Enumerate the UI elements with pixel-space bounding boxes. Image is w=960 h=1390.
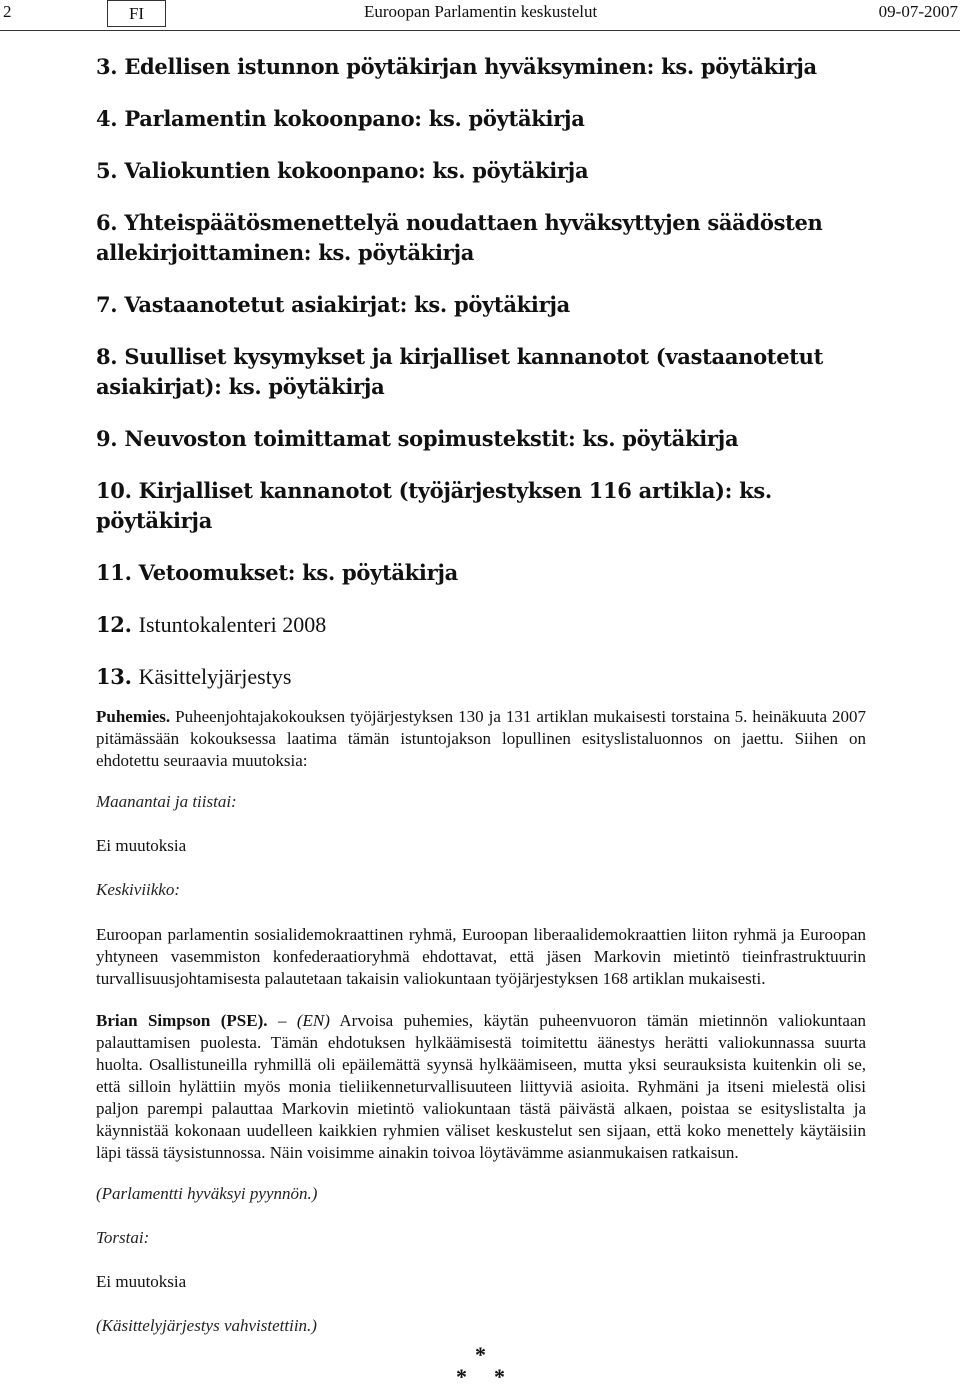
- agenda-item-12: 12. Istuntokalenteri 2008: [96, 612, 327, 637]
- parliament-approved: (Parlamentti hyväksyi pyynnön.): [96, 1184, 318, 1203]
- agenda-item-9: 9. Neuvoston toimittamat sopimustekstit: ks. pöytäkirja: [96, 426, 739, 451]
- president-text: Puheenjohtajakokouksen työjärjestyksen 130 ja 131 artiklan mukaisesti torstaina 5. heinäkuuta 2007 pitämässään kokouksessa laatima tämän istuntojakson lopullinen esityslistaluonnos on jaettu. Siihen on ehdotettu seuraavia muutoksia:: [96, 707, 867, 770]
- speaker-name: Brian Simpson (PSE).: [96, 1011, 268, 1030]
- president-statement: [96, 706, 866, 772]
- agenda-item-13: 13. Käsittelyjärjestys: [96, 664, 292, 689]
- agenda-item-4: 4. Parlamentin kokoonpano: ks. pöytäkirja: [96, 106, 585, 131]
- speaker-statement: Brian Simpson (PSE). – (EN) Arvoisa puhemies, käytän puheenvuoron tämän mietinnön valiokuntaan palauttamisen puolesta. Tämän ehdotuksen hylkäämisestä toimitettu äänestys herätti valiokunnassa suurta huolta. Osallistuneilla ryhmillä oli epäilemättä syynsä hylkäämiseen, mutta yksi seurauksista kuitenkin oli se, että silloin hylättiin myös monia tieliikenneturvallisuuteen liittyviä asioita. Ryhmäni ja itseni mielestä olisi paljon parempi palauttaa Markovin mietintö valiokuntaan tästä päivästä alkaen, poistaa se esityslistalta ja käynnistää kokonaan uudelleen kaikkien ryhmien väliset keskustelut sen sijaan, että koko menettely käytäisiin läpi tässä täysistunnossa. Näin voisimme ainakin toivoa löytävämme asianmukaisen ratkaisun.: [96, 1011, 866, 1162]
- wednesday-label: Keskiviikko:: [96, 880, 181, 899]
- document-date: 09-07-2007: [878, 2, 958, 21]
- agenda-item-5: 5. Valiokuntien kokoonpano: ks. pöytäkirja: [96, 158, 589, 183]
- agenda-item-6: 6. Yhteispäätösmenettelyä noudattaen hyväksyttyjen säädösten allekirjoittaminen: ks. pöytäkirja: [96, 210, 823, 265]
- page-header: [0, 0, 960, 31]
- agenda-item-3: 3. Edellisen istunnon pöytäkirjan hyväksyminen: ks. pöytäkirja: [96, 54, 817, 79]
- star-bottom-right: *: [494, 1364, 505, 1389]
- groups-proposal: Euroopan parlamentin sosialidemokraattinen ryhmä, Euroopan liberaalidemokraattien liiton ryhmä ja Euroopan yhtyneen vasemmiston konfederaatioryhmä ehdottavat, että jäsen Markovin mietintö tieinfrastruktuurin turvallisuusjohtamisesta palautetaan takaisin valiokuntaan työjärjestyksen 168 artiklan mukaisesti.: [96, 925, 866, 988]
- language-box: FI: [107, 0, 166, 27]
- thursday-label: Torstai:: [96, 1228, 150, 1247]
- speaker-text: Arvoisa puhemies, käytän puheenvuoron tämän mietinnön valiokuntaan palauttamisen puolesta. Tämän ehdotuksen hylkäämisestä toimitettu äänestys herätti valiokunnassa suurta huolta. Osallistuneilla ryhmillä oli epäilemättä syynsä hylkäämiseen, mutta yksi seurauksista kuitenkin oli se, että silloin hylättiin myös monia tieliikenneturvallisuuteen liittyviä asioita. Ryhmäni ja itseni mielestä olisi paljon parempi palauttaa Markovin mietintö valiokuntaan tästä päivästä alkaen, poistaa se esityslistalta ja käynnistää kokonaan uudelleen kaikkien ryhmien väliset keskustelut sen sijaan, että koko menettely käytäisiin läpi tässä täysistunnossa. Näin voisimme ainakin toivoa löytävämme asianmukaisen ratkaisun.: [96, 1011, 866, 1162]
- document-title: Euroopan Parlamentin keskustelut: [364, 2, 598, 21]
- agenda-item-10: 10. Kirjalliset kannanotot (työjärjestyksen 116 artikla): ks. pöytäkirja: [96, 478, 772, 533]
- page-number: 2: [3, 2, 12, 21]
- document-content: [96, 52, 866, 1360]
- no-changes-thursday: Ei muutoksia: [96, 1272, 187, 1291]
- no-changes-monday: Ei muutoksia: [96, 836, 187, 855]
- agenda-item-7: 7. Vastaanotetut asiakirjat: ks. pöytäkirja: [96, 292, 570, 317]
- agenda-item-8: 8. Suulliset kysymykset ja kirjalliset kannanotot (vastaanotetut asiakirjat): ks. pöytäkirja: [96, 344, 824, 399]
- speaker-language: (EN): [296, 1011, 330, 1030]
- star-top: *: [475, 1342, 486, 1367]
- agenda-item-11: 11. Vetoomukset: ks. pöytäkirja: [96, 560, 458, 585]
- monday-label: Maanantai ja tiistai:: [96, 792, 237, 811]
- star-bottom-left: *: [456, 1364, 467, 1389]
- agenda-approved: (Käsittelyjärjestys vahvistettiin.): [96, 1316, 317, 1335]
- president-label: Puhemies.: [96, 707, 171, 726]
